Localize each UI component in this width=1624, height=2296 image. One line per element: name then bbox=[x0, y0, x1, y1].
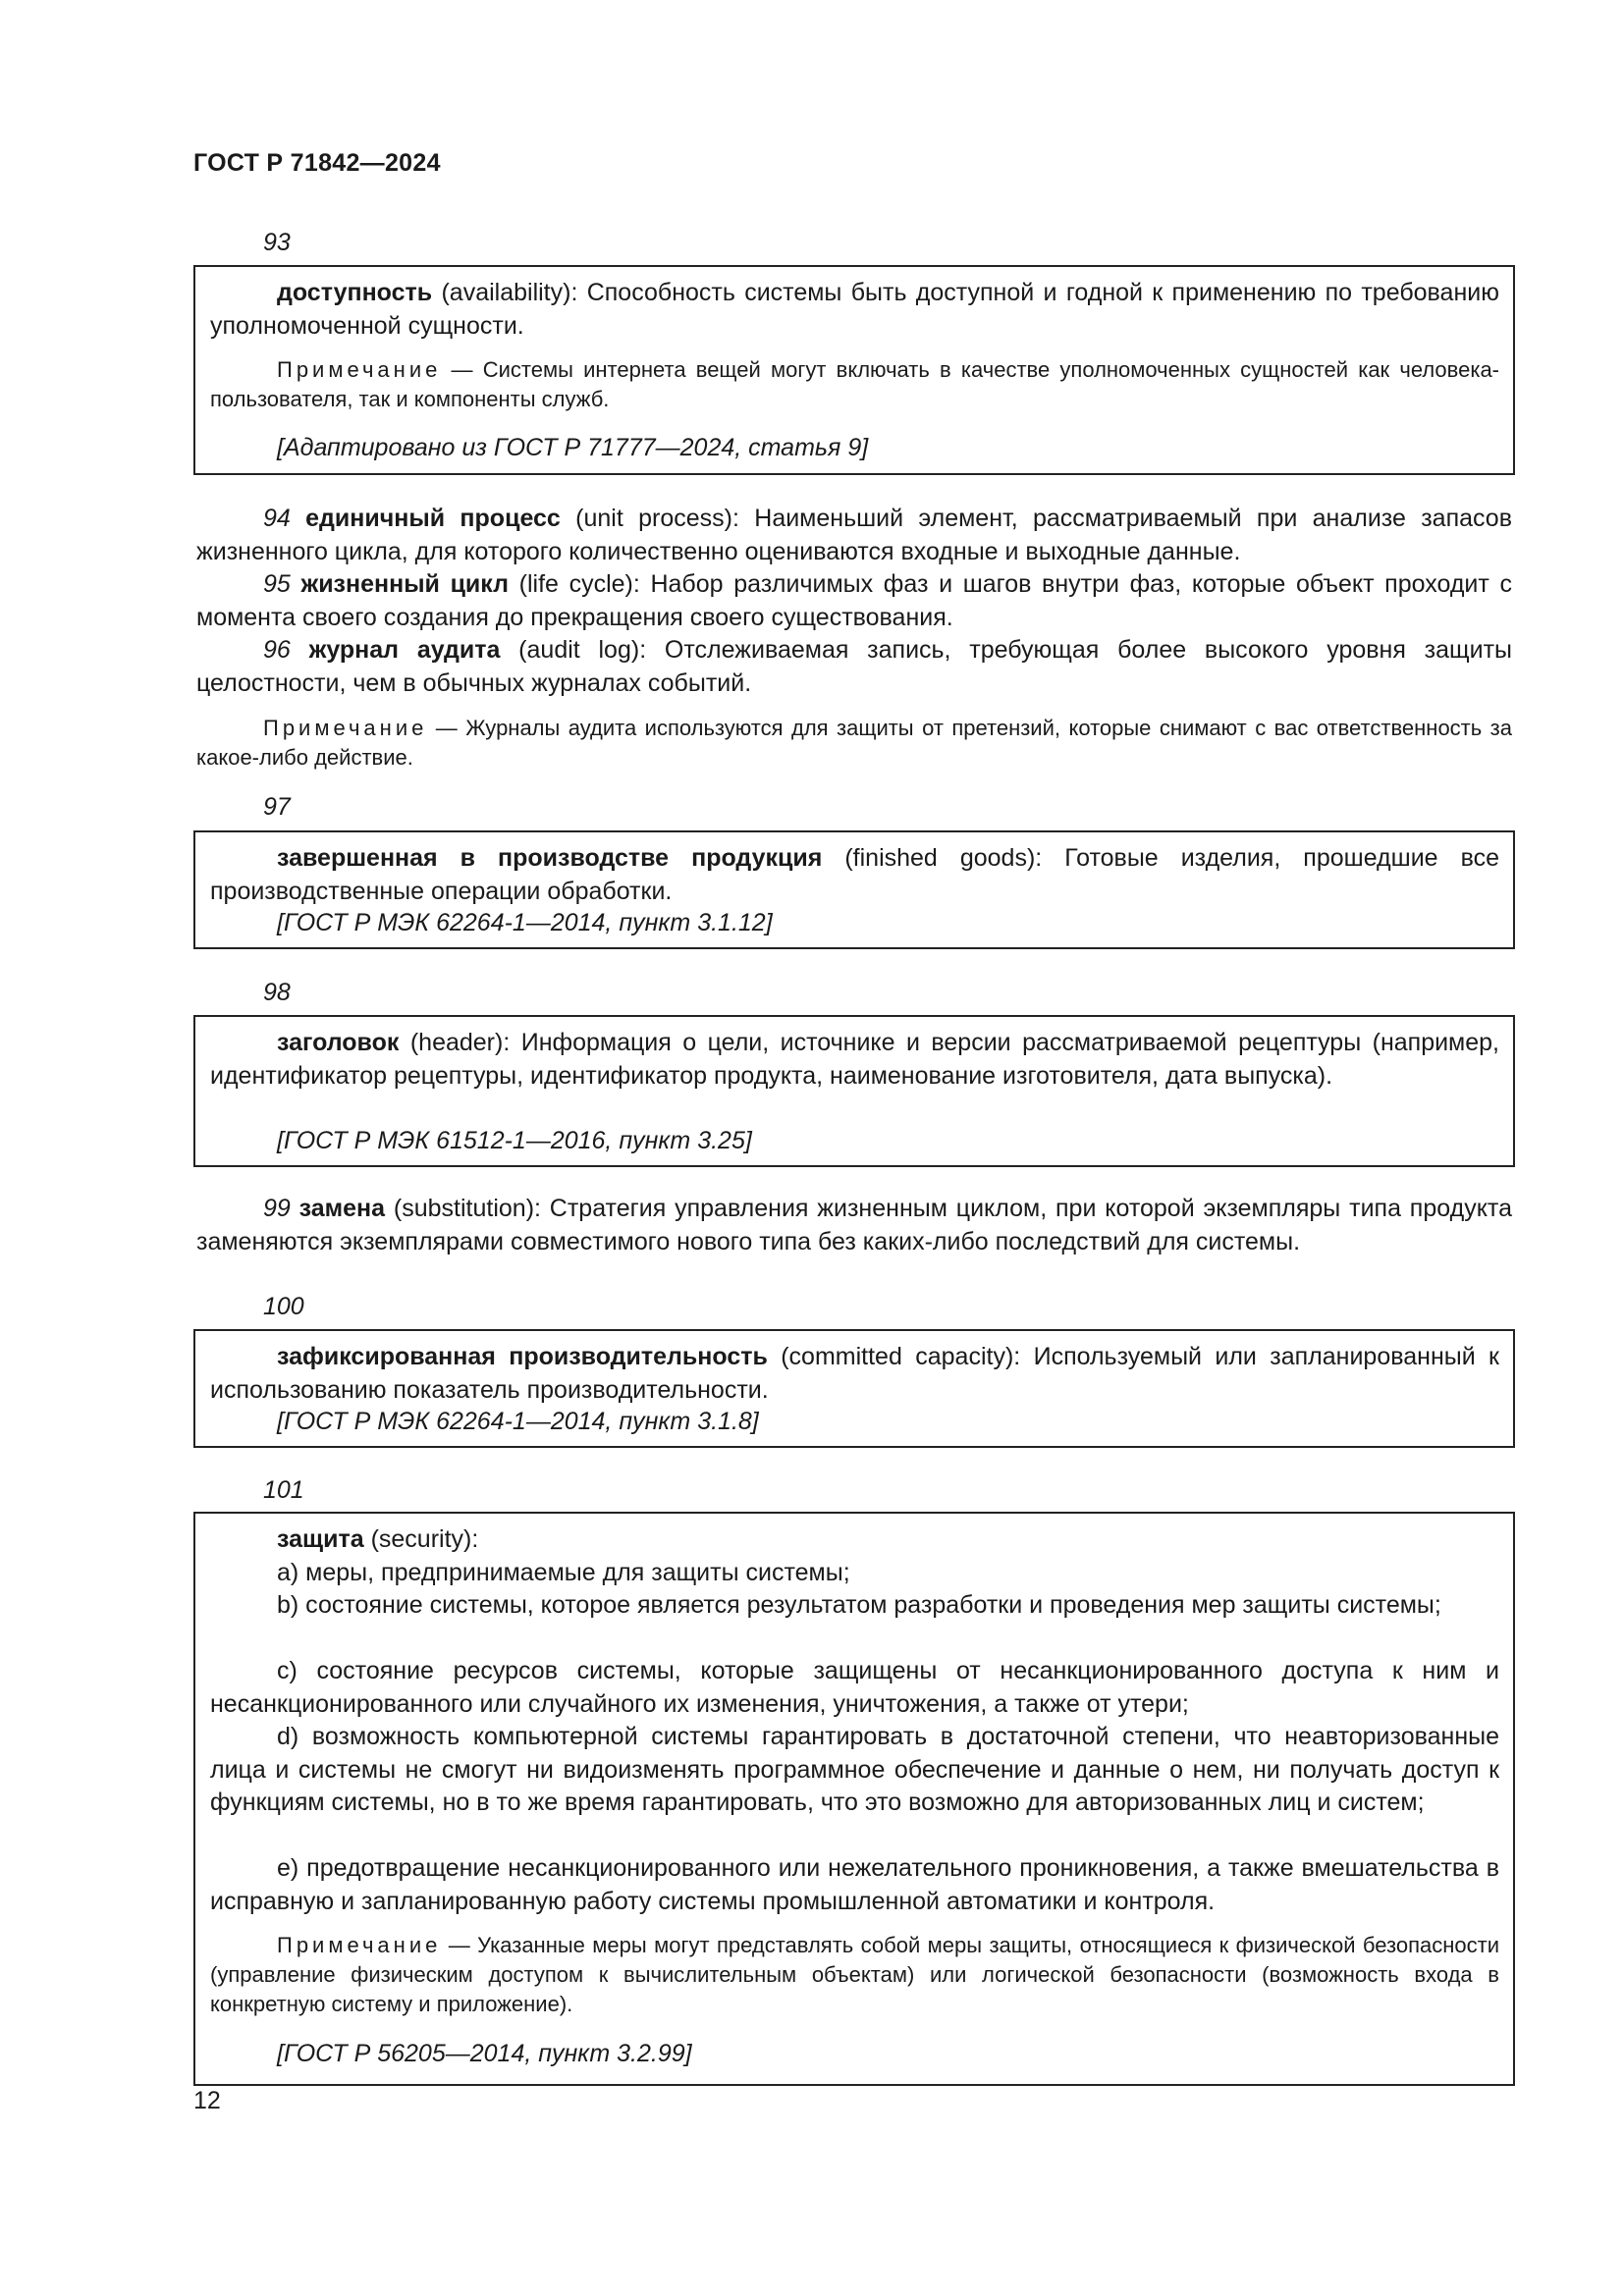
term: замена bbox=[298, 1195, 386, 1222]
term: журнал аудита bbox=[308, 636, 501, 664]
definition-text: : Набор различимых фаз и шагов внутри фаз, которые объект проходит с момента своего создания до прекращения своего существования. bbox=[196, 570, 1512, 631]
term-english: (unit process) bbox=[560, 505, 732, 532]
term-english: (audit log) bbox=[500, 636, 640, 664]
entry-number: 95 bbox=[263, 570, 291, 598]
term-english: (substitution) bbox=[385, 1195, 535, 1222]
term: зафиксированная производительность bbox=[277, 1343, 768, 1370]
term-english: (finished goods) bbox=[822, 844, 1036, 872]
source-reference: [Адаптировано из ГОСТ Р 71777—2024, статья 9] bbox=[277, 434, 869, 461]
term-definition bbox=[210, 1341, 1499, 1407]
entry-number: 97 bbox=[263, 793, 291, 821]
note-label: Примечание bbox=[277, 357, 442, 382]
term-box bbox=[193, 830, 1515, 949]
note-label: Примечание bbox=[277, 1933, 442, 1957]
term-definition bbox=[196, 634, 1512, 700]
definition-text: : Отслеживаемая запись, требующая более высокого уровня защиты целостности, чем в обычных журналах событий. bbox=[196, 636, 1512, 697]
term: заголовок bbox=[277, 1029, 400, 1056]
term: завершенная в производстве продукция bbox=[277, 844, 823, 872]
list-item: e) предотвращение несанкционированного или нежелательного проникновения, а также вмешательства в исправную и запланированную работу системы промышленной автоматики и контроля. bbox=[210, 1854, 1499, 1915]
note bbox=[196, 714, 1512, 773]
term-definition bbox=[196, 503, 1512, 568]
note bbox=[210, 1931, 1499, 2019]
term-definition bbox=[210, 842, 1499, 908]
entry-number: 96 bbox=[263, 636, 291, 664]
entry-number: 100 bbox=[263, 1293, 304, 1320]
source-reference: [ГОСТ Р МЭК 62264-1—2014, пункт 3.1.8] bbox=[277, 1408, 759, 1435]
term-english: (committed capacity) bbox=[767, 1343, 1014, 1370]
source-reference: [ГОСТ Р 56205—2014, пункт 3.2.99] bbox=[277, 2040, 692, 2067]
definition-text: : Наименьший элемент, рассматриваемый при анализе запасов жизненного цикла, для которого количественно оцениваются входные и выходные данные. bbox=[196, 505, 1512, 565]
term-box bbox=[193, 1015, 1515, 1167]
term-box bbox=[193, 265, 1515, 475]
definition-text: : Способность системы быть доступной и годной к применению по требованию уполномоченной сущности. bbox=[210, 279, 1499, 340]
entry-number: 101 bbox=[263, 1476, 304, 1504]
term-box bbox=[193, 1329, 1515, 1448]
source-reference: [ГОСТ Р МЭК 62264-1—2014, пункт 3.1.12] bbox=[277, 909, 773, 936]
definition-text: : Готовые изделия, прошедшие все производственные операции обработки. bbox=[210, 844, 1499, 905]
definition-text: : Используемый или запланированный к использованию показатель производительности. bbox=[210, 1343, 1499, 1404]
source-reference: [ГОСТ Р МЭК 61512-1—2016, пункт 3.25] bbox=[277, 1127, 752, 1154]
note-text: — Журналы аудита используются для защиты от претензий, которые снимают с вас ответственность за какое-либо действие. bbox=[196, 716, 1512, 770]
list-item: a) меры, предпринимаемые для защиты системы; bbox=[277, 1559, 850, 1586]
definition-text: : Стратегия управления жизненным циклом, при которой экземпляры типа продукта заменяются экземплярами совместимого нового типа без каких-либо последствий для системы. bbox=[196, 1195, 1512, 1255]
term: защита bbox=[277, 1525, 364, 1553]
document-header: ГОСТ Р 71842—2024 bbox=[193, 149, 441, 177]
term-english: (availability) bbox=[432, 279, 571, 306]
list-item: c) состояние ресурсов системы, которые защищены от несанкционированного доступа к ним и несанкционированного или случайного их изменения, уничтожения, а также от утери; bbox=[210, 1657, 1499, 1718]
entry-number: 94 bbox=[263, 505, 291, 532]
entry-number: 98 bbox=[263, 979, 291, 1006]
term-definition bbox=[196, 568, 1512, 634]
entry-number: 93 bbox=[263, 229, 291, 256]
term-english: (security): bbox=[363, 1525, 479, 1553]
term-definition bbox=[210, 277, 1499, 343]
term-definition bbox=[210, 1523, 1499, 1557]
note bbox=[210, 355, 1499, 414]
term: жизненный цикл bbox=[300, 570, 509, 598]
note-text: — Системы интернета вещей могут включать в качестве уполномоченных сущностей как человека-пользователя, так и компоненты служб. bbox=[210, 357, 1499, 411]
entry-number: 99 bbox=[263, 1195, 291, 1222]
term-english: (life cycle) bbox=[509, 570, 633, 598]
note-label: Примечание bbox=[263, 716, 428, 740]
term: доступность bbox=[277, 279, 433, 306]
note-text: — Указанные меры могут представлять собой меры защиты, относящиеся к физической безопасности (управление физическим доступом к вычислительным объектам) или логической безопасности (возможность входа в конкретную систему и приложение). bbox=[210, 1933, 1499, 2016]
term-box bbox=[193, 1512, 1515, 2086]
term-definition bbox=[196, 1193, 1512, 1258]
term-definition bbox=[210, 1027, 1499, 1093]
list-item: d) возможность компьютерной системы гарантировать в достаточной степени, что неавторизованные лица и системы не смогут ни видоизменять программное обеспечение и данные о нем, ни получать доступ к функциям системы, но в то же время гарантировать, что это возможно для авторизованных лиц и систем; bbox=[210, 1723, 1499, 1816]
list-item: b) состояние системы, которое является результатом разработки и проведения мер защиты системы; bbox=[277, 1591, 1441, 1619]
term: единичный процесс bbox=[305, 505, 561, 532]
page-number: 12 bbox=[193, 2087, 221, 2114]
term-english: (header) bbox=[399, 1029, 504, 1056]
definition-text: : Информация о цели, источнике и версии рассматриваемой рецептуры (например, идентификатор рецептуры, идентификатор продукта, наименование изготовителя, дата выпуска). bbox=[210, 1029, 1499, 1090]
